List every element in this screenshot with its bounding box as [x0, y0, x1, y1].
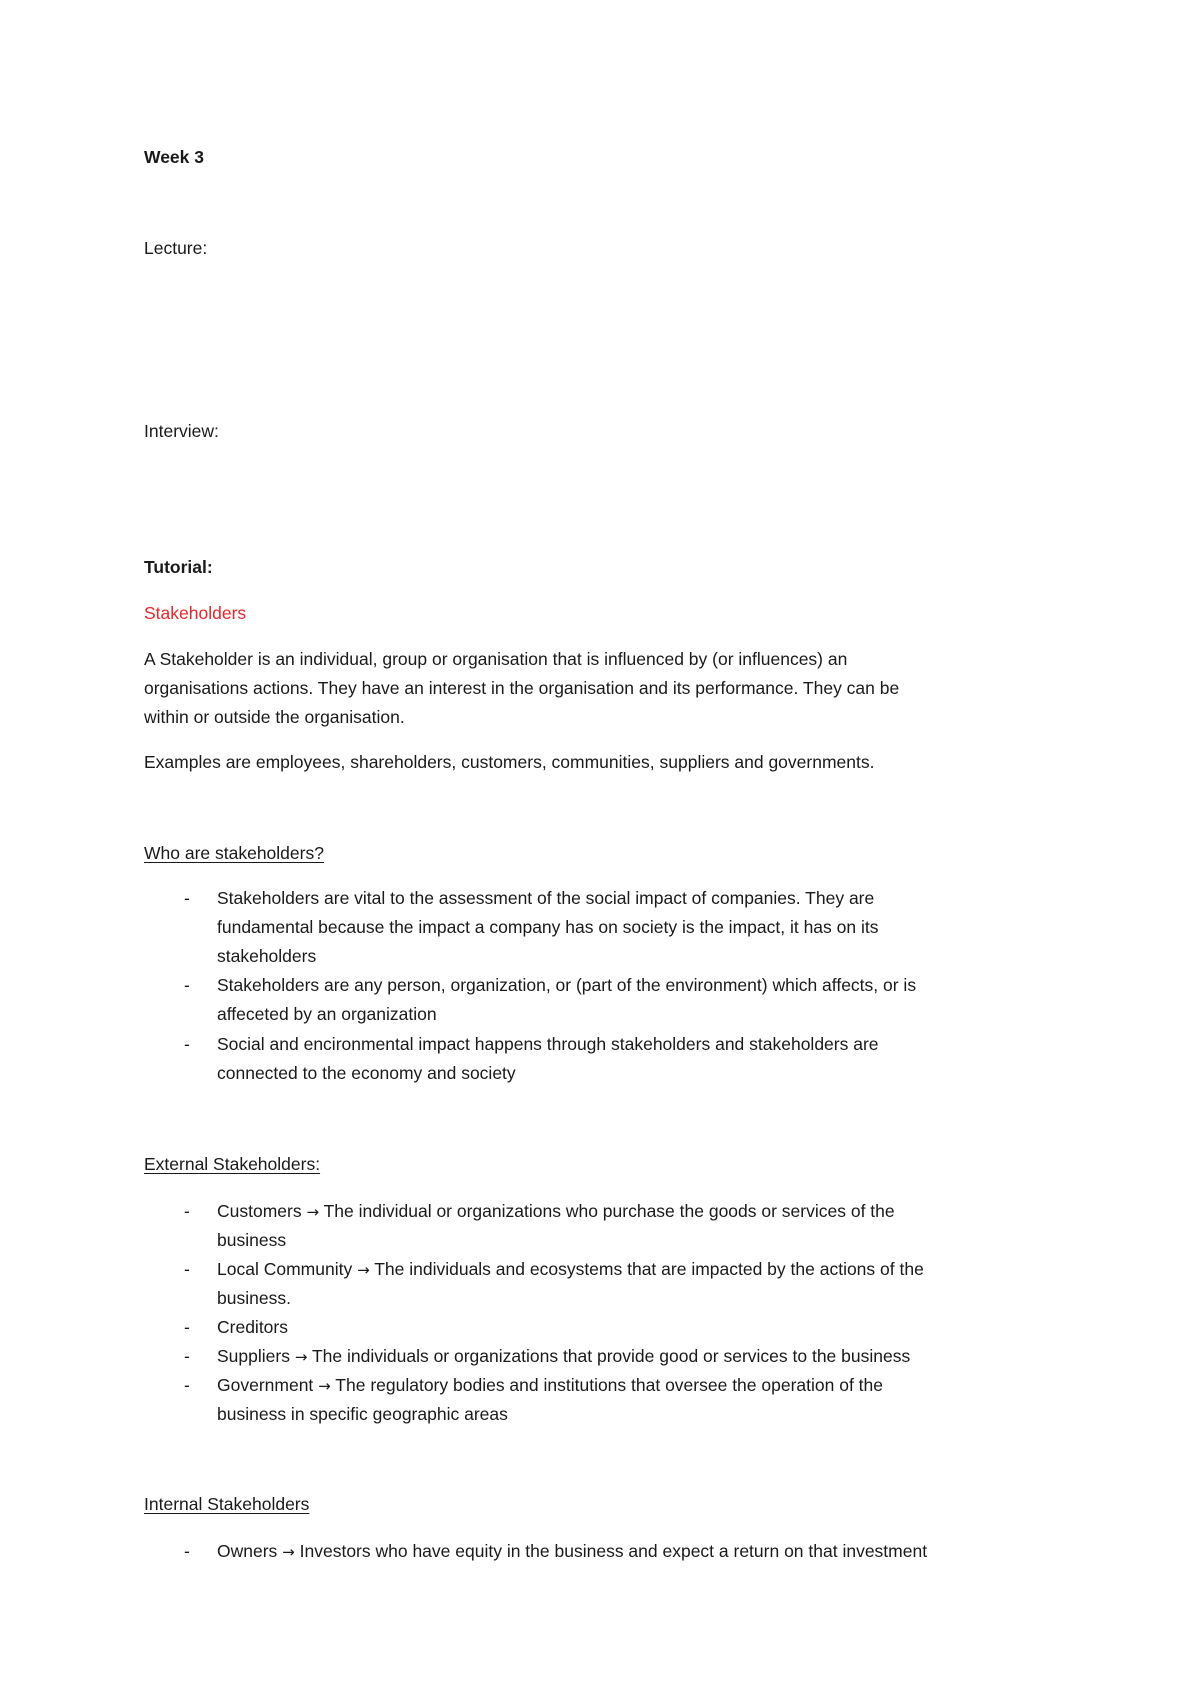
bullet-dash: -: [184, 1346, 190, 1366]
right-arrow-icon: →: [318, 1377, 331, 1395]
right-arrow-icon: →: [282, 1543, 295, 1561]
list-item-line: Social and encironmental impact happens through stakeholders and stakeholders are: [217, 1034, 879, 1054]
external-heading: External Stakeholders:: [144, 1154, 321, 1174]
list-item: [217, 1342, 910, 1372]
bullet-dash: -: [184, 1201, 190, 1221]
term: Local Community: [217, 1259, 353, 1279]
definition-line: A Stakeholder is an individual, group or organisation that is influenced by (or influences) an: [144, 649, 848, 669]
list-item-line: Stakeholders are vital to the assessment of the social impact of companies. They are: [217, 888, 875, 908]
right-arrow-icon: →: [357, 1261, 370, 1279]
term-description: The individuals and ecosystems that are impacted by the actions of the: [374, 1259, 924, 1279]
term-description: The regulatory bodies and institutions that oversee the operation of the: [335, 1375, 884, 1395]
term: Suppliers: [217, 1346, 290, 1366]
list-item: [217, 1371, 883, 1401]
examples-line: Examples are employees, shareholders, customers, communities, suppliers and governments.: [144, 752, 875, 772]
list-item-line: affeceted by an organization: [217, 1004, 437, 1024]
term-description: Investors who have equity in the business and expect a return on that investment: [299, 1541, 928, 1561]
bullet-dash: -: [184, 1259, 190, 1279]
bullet-dash: -: [184, 1541, 190, 1561]
term-description: The individual or organizations who purchase the goods or services of the: [323, 1201, 895, 1221]
bullet-dash: -: [184, 888, 190, 908]
term: Customers: [217, 1201, 302, 1221]
stakeholders-heading: Stakeholders: [144, 603, 247, 623]
right-arrow-icon: →: [294, 1348, 308, 1366]
definition-line: within or outside the organisation.: [144, 707, 405, 727]
list-item-line: business in specific geographic areas: [217, 1404, 508, 1424]
list-item-line: Stakeholders are any person, organization, or (part of the environment) which affects, or is: [217, 975, 917, 995]
term: Creditors: [217, 1317, 288, 1337]
internal-heading: Internal Stakeholders: [144, 1494, 310, 1514]
list-item: [217, 1255, 924, 1285]
list-item-line: stakeholders: [217, 946, 317, 966]
bullet-dash: -: [184, 1034, 190, 1054]
lecture-label: Lecture:: [144, 238, 208, 258]
tutorial-label: Tutorial:: [144, 557, 213, 577]
bullet-dash: -: [184, 975, 190, 995]
list-item: [217, 1537, 927, 1567]
list-item-line: business: [217, 1230, 287, 1250]
bullet-dash: -: [184, 1375, 190, 1395]
list-item: [217, 1197, 895, 1227]
list-item-line: fundamental because the impact a company has on society is the impact, it has on its: [217, 917, 879, 937]
list-item: [217, 1313, 288, 1342]
interview-label: Interview:: [144, 421, 219, 441]
term: Government: [217, 1375, 314, 1395]
term: Owners: [217, 1541, 278, 1561]
definition-line: organisations actions. They have an interest in the organisation and its performance. They can be: [144, 678, 900, 698]
list-item-line: business.: [217, 1288, 291, 1308]
bullet-dash: -: [184, 1317, 190, 1337]
list-item-line: connected to the economy and society: [217, 1063, 516, 1083]
right-arrow-icon: →: [306, 1203, 320, 1221]
week-title: Week 3: [144, 147, 204, 167]
term-description: The individuals or organizations that provide good or services to the business: [311, 1346, 911, 1366]
who-heading: Who are stakeholders?: [144, 843, 324, 863]
